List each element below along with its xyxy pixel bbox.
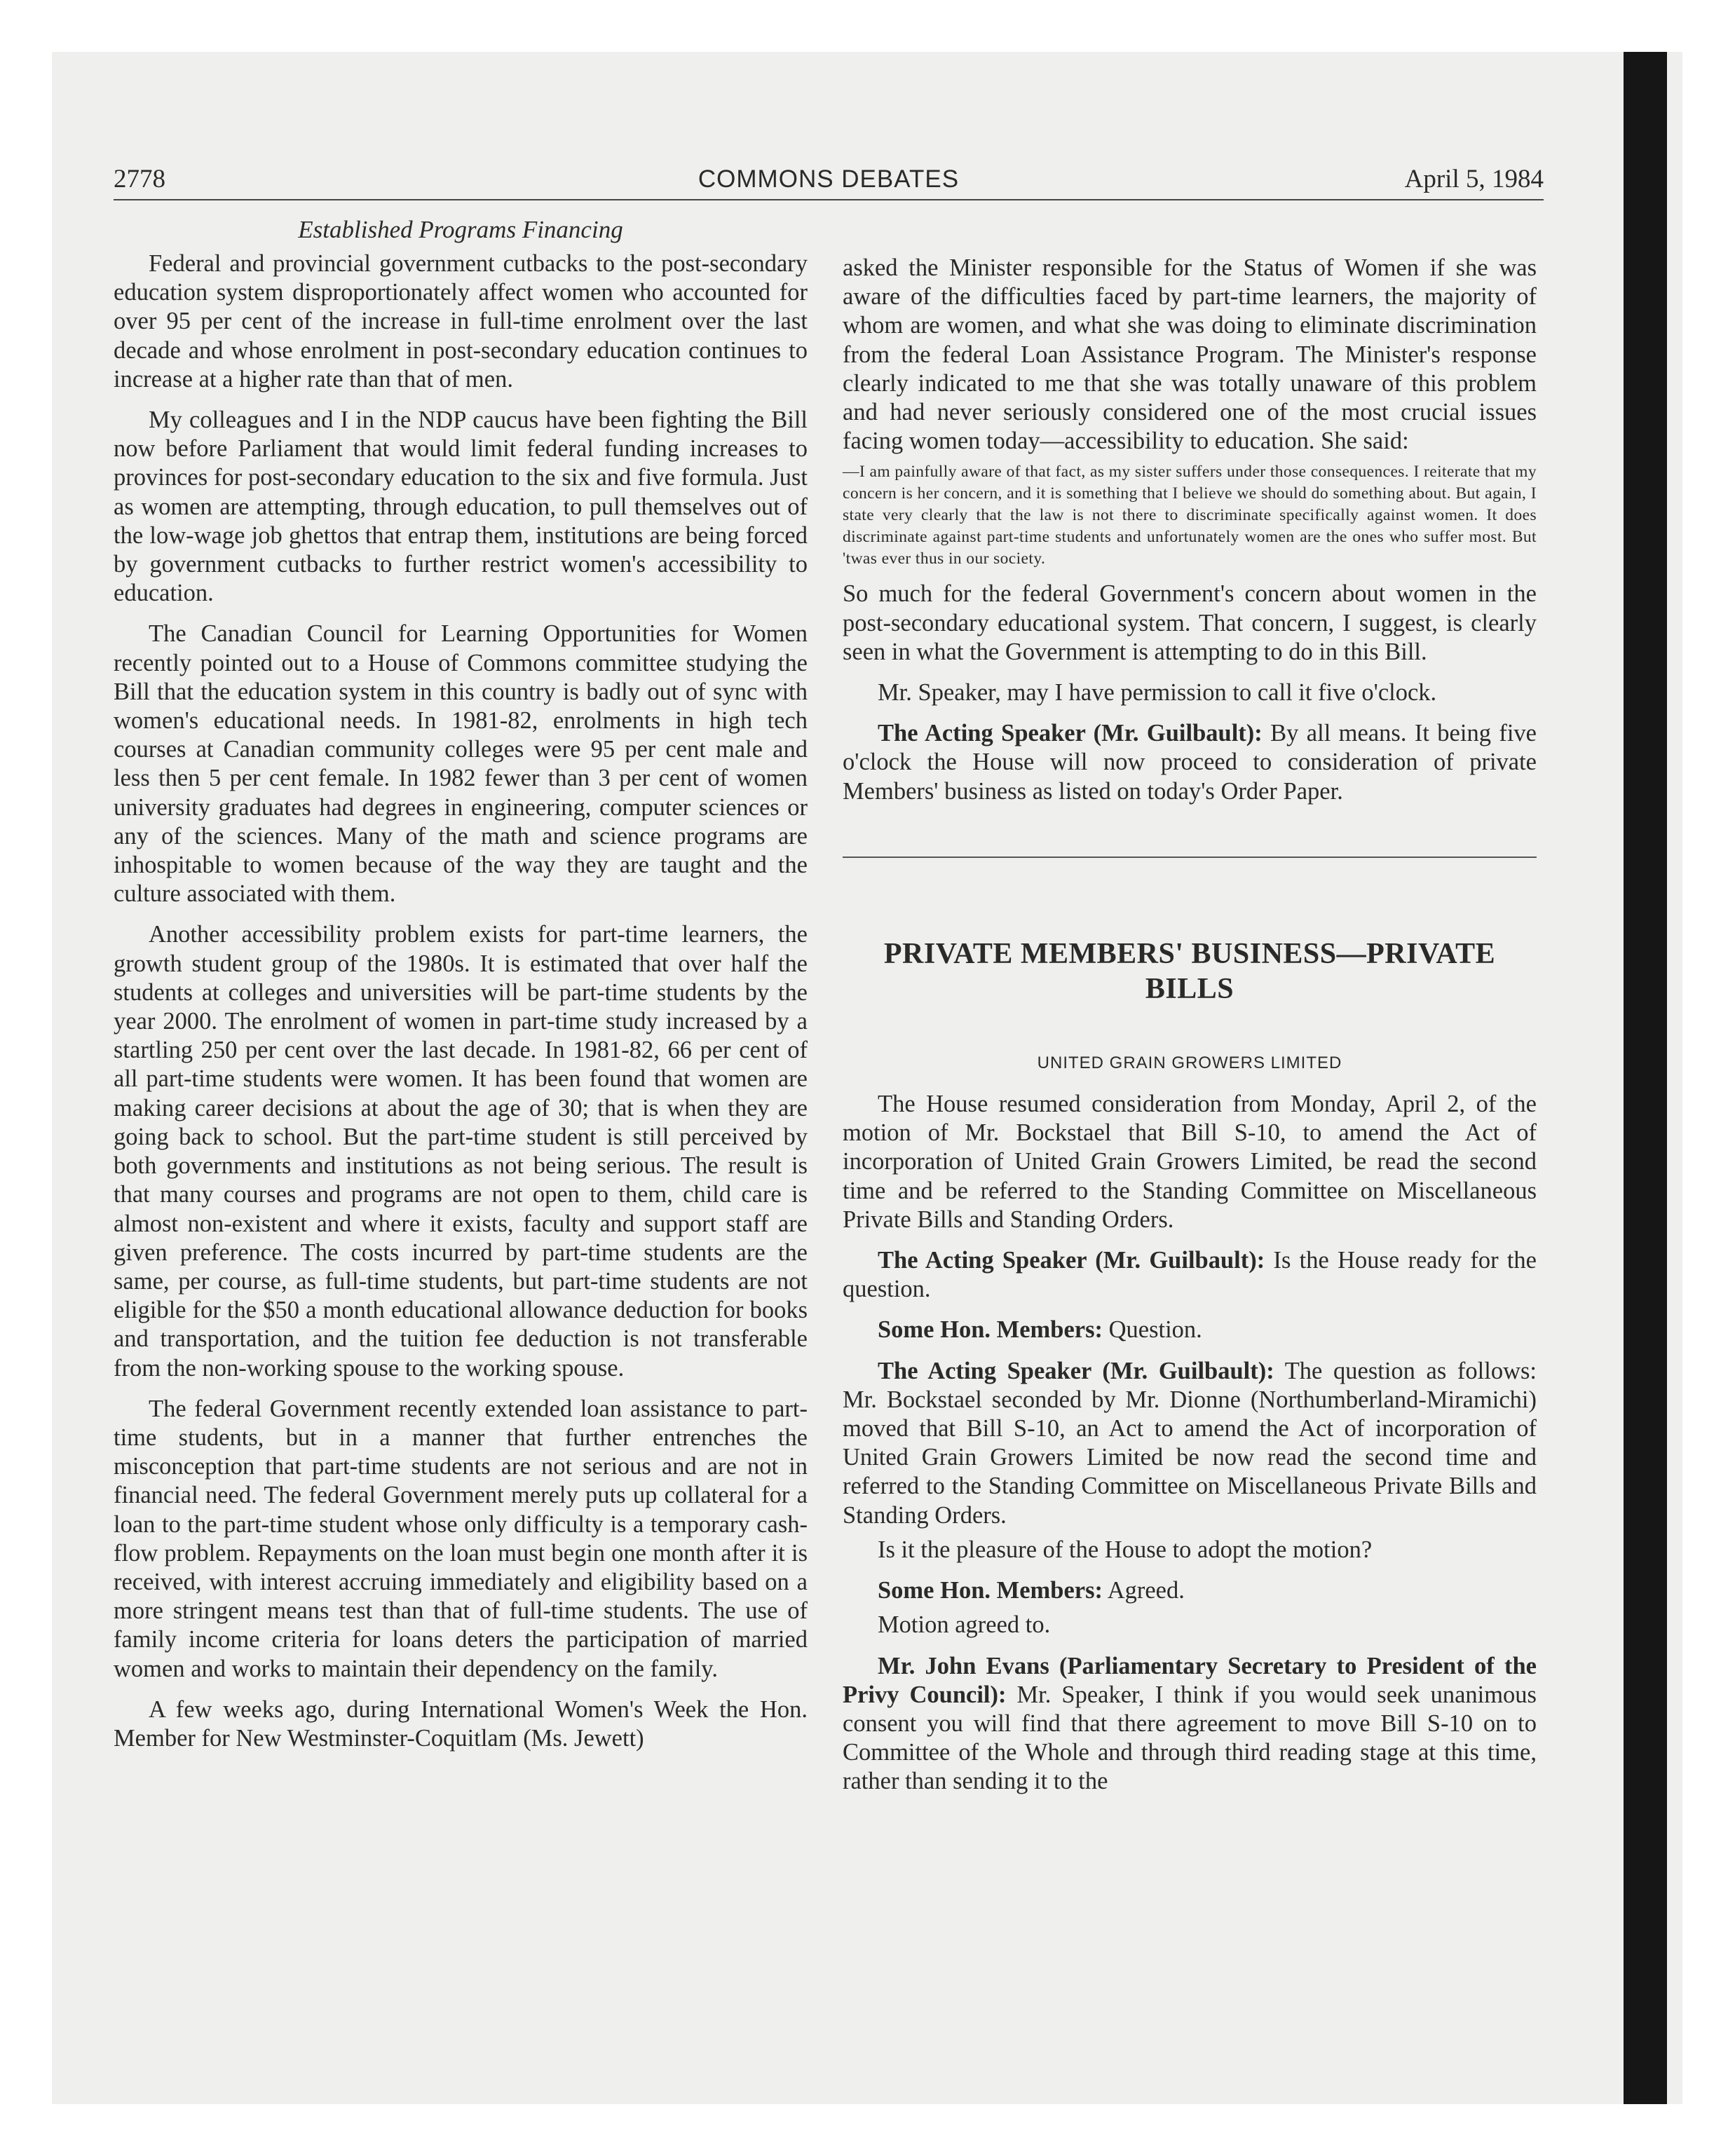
paragraph: The federal Government recently extended loan assistance to part-time students, but in a manner that further entrenches the misconception that part-time students are not serious and are not in financial need. The federal Government merely puts up collateral for a loan to the part-time student whose only difficulty is a temporary cash-flow problem. Repayments on the loan must begin one month after it is received, with interest accruing immediately and eligibility based on a more stringent means test than that of full-time students. The use of family income criteria for loans deters the participation of married women and works to maintain their dependency on the family. [114,1395,808,1682]
paragraph: The House resumed consideration from Monday, April 2, of the motion of Mr. Bockstael that Bill S-10, to amend the Act of incorporation of United Grain Growers Limited, be read the second time and be referred to the Standing Committee on Miscellaneous Private Bills and Standing Orders. [843,1091,1537,1233]
speech-paragraph [843,1357,1537,1530]
speech-paragraph [843,1576,1537,1605]
paragraph: My colleagues and I in the NDP caucus have been fighting the Bill now before Parliament that would limit federal funding increases to provinces for post-secondary education to the six and five formula. Just as women are attempting, through education, to pull themselves out of the low-wage job ghettos that entrap them, institutions are being forced by government cutbacks to further restrict women's accessibility to education. [114,407,808,607]
paragraph: Federal and provincial government cutbacks to the post-secondary education system disproportionately affect women who accounted for over 95 per cent of the increase in full-time enrolment over the last decade and whose enrolment in post-secondary education continues to increase at a higher rate than that of men. [114,250,808,393]
speech-paragraph [843,719,1537,806]
speech-paragraph [843,1652,1537,1796]
paragraph: Is it the pleasure of the House to adopt the motion? [878,1536,1373,1563]
publication-title: COMMONS DEBATES [698,165,960,193]
speech-text: Agreed. [1102,1577,1185,1604]
section-divider [843,857,1537,858]
paragraph: Mr. Speaker, may I have permission to call it five o'clock. [878,679,1437,707]
speaker-name: Some Hon. Members: [878,1577,1103,1604]
speech-text: Mr. Speaker, I think if you would seek unanimous consent you will find that there agreement to move Bill S-10 on to Committee of the Whole and through third reading stage at this time, rather than sending it to the [843,1681,1537,1795]
scan-binding-edge [1624,52,1667,2104]
speech-text: By all means. It being five o'clock the House will now proceed to consideration of private Members' business as listed on today's Order Paper. [843,720,1537,805]
section-heading: Established Programs Financing [298,216,623,243]
page-number: 2778 [114,165,165,193]
left-column [114,214,808,1765]
speaker-name: Some Hon. Members: [878,1316,1103,1344]
block-quote: —I am painfully aware of that fact, as my sister suffers under those consequences. I reiterate that my concern is her concern, and it is something that I believe we should do something about. But again, I state very clearly that the law is not there to discriminate specifically against women. It does discriminate against part-time students and unfortunately women are the ones who suffer most. But 'twas ever thus in our society. [843,463,1537,568]
right-column [843,254,1537,1808]
speaker-name: The Acting Speaker (Mr. Guilbault): [878,1247,1265,1274]
speaker-name: The Acting Speaker (Mr. Guilbault): [878,1357,1274,1384]
paragraph: Another accessibility problem exists for part-time learners, the growth student group of the 1980s. It is estimated that over half the students at colleges and universities will be part-time students by the year 2000. The enrolment of women in part-time study increased by a startling 250 per cent over the last decade. In 1981-82, 66 per cent of all part-time students were women. It has been found that women are making career decisions at about the age of 30; that is when they are going back to school. But the part-time student is still perceived by both governments and institutions as not being serious. The result is that many courses and programs are not open to them, child care is almost non-existent and where it exists, faculty and support staff are given preference. The costs incurred by part-time students are the same, per course, as full-time students, but part-time students are not eligible for the $50 a month educational allowance deduction for books and transportation, and the tuition fee deduction is not transferable from the non-working spouse to the working spouse. [114,921,808,1381]
page-header [114,163,1544,200]
paragraph: So much for the federal Government's concern about women in the post-secondary educational system. That concern, I suggest, is clearly seen in what the Government is attempting to do in this Bill. [843,580,1537,665]
paragraph: Motion agreed to. [878,1611,1051,1639]
publication-date: April 5, 1984 [1404,165,1544,193]
paragraph: A few weeks ago, during International Women's Week the Hon. Member for New Westminster-Coquitlam (Ms. Jewett) [114,1696,808,1752]
speaker-name: Mr. John Evans (Parliamentary Secretary to President of the Privy Council): [843,1652,1537,1708]
speaker-name: The Acting Speaker (Mr. Guilbault): [878,720,1263,747]
paragraph: The Canadian Council for Learning Opportunities for Women recently pointed out to a House of Commons committee studying the Bill that the education system in this country is badly out of sync with women's educational needs. In 1981-82, enrolments in high tech courses at Canadian community colleges were 95 per cent male and less then 5 per cent female. In 1982 fewer than 3 per cent of women university graduates had degrees in engineering, computer sciences or any of the sciences. Many of the math and science programs are inhospitable to women because of the way they are taught and the culture associated with them. [114,620,808,908]
paragraph: asked the Minister responsible for the Status of Women if she was aware of the difficulties faced by part-time learners, the majority of whom are women, and what she was doing to eliminate discrimination from the federal Loan Assistance Program. The Minister's response clearly indicated to me that she was totally unaware of this problem and had never seriously considered one of the most crucial issues facing women today—accessibility to education. She said: [843,254,1537,455]
speech-text: The question as follows: Mr. Bockstael seconded by Mr. Dionne (Northumberland-Miramichi) moved that Bill S-10, an Act to amend the Act of incorporation of United Grain Growers Limited be now read the second time and referred to the Standing Committee on Miscellaneous Private Bills and Standing Orders. [843,1357,1537,1529]
speech-paragraph [843,1316,1537,1344]
speech-paragraph [843,1246,1537,1304]
speech-text: Question. [1102,1316,1202,1344]
major-heading: PRIVATE MEMBERS' BUSINESS—PRIVATE BILLS [883,937,1496,1005]
sub-heading: UNITED GRAIN GROWERS LIMITED [1037,1053,1342,1072]
speech-text: Is the House ready for the question. [843,1247,1537,1303]
